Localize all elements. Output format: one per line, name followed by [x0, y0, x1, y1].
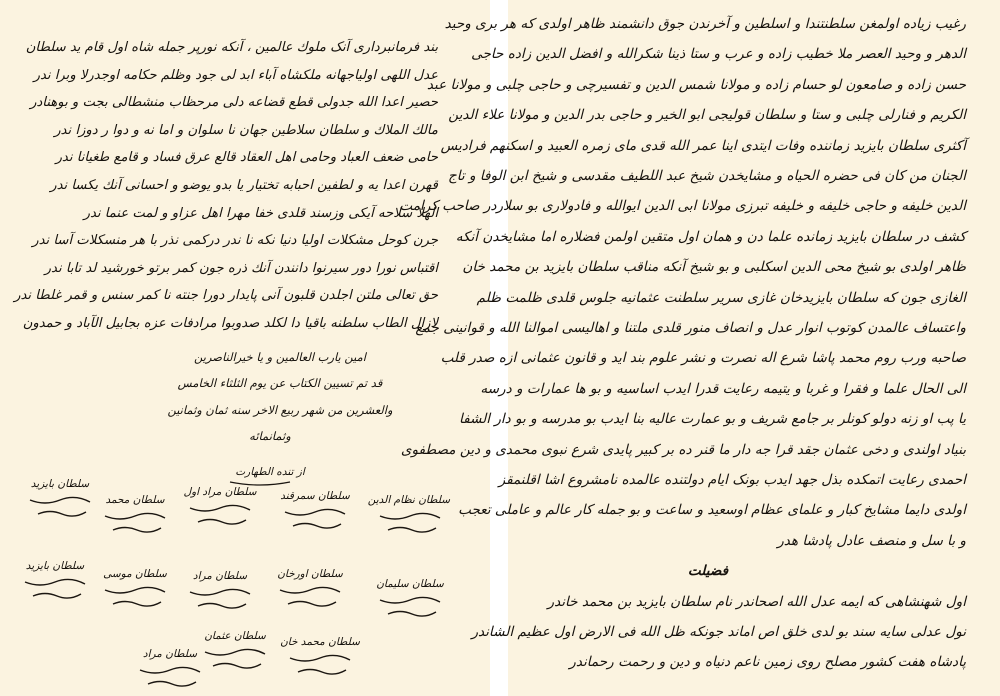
chart-heading-flourish: [230, 482, 290, 485]
chart-node-flourish: [205, 649, 265, 668]
colophon-line: والعشرین من شهر ربیع الاخر سنه ثمان وثمانین: [167, 403, 393, 417]
left-text-line: جرن کوحل مشکلات اولیا دنیا نکه نا ندر درکمی نذر با هر منسکلات آسا ندر: [32, 233, 438, 249]
genealogy-chart-node: سلطان محمد: [105, 494, 165, 506]
left-text-line: حصیر اعدا الله جدولی قطع قضاعه دلی مرحظاب منشطالی بجت و بوهنادر: [30, 95, 438, 111]
left-text-line: اقتباس نورا دور سیرنوا دانندن آنك ذره جون کمر برتو خورشید لد تابا ندر: [44, 260, 438, 276]
right-text-line: اول شهنشاهی که ایمه عدل الله اصحاندر نام سلطان بایزید بن محمد خاندر: [547, 593, 966, 610]
right-text-line: نول عدلی سایه سند بو لدی خلق اص اماند جونکه ظل الله فی الارض اول عظیم الشاندر: [471, 624, 966, 640]
left-text-line: بند فرمانبرداری آنک ملوك عالمين ، آنکه نورپر جمله شاه اول قام ید سلطان: [25, 40, 438, 55]
right-text-line: پادشاه هفت کشور مصلح روی زمین ناعم دنیاه و دین و رحمت رحماندر: [569, 654, 966, 671]
genealogy-chart-node: سلطان محمد خان: [280, 636, 360, 648]
left-text-line: قهرن اعدا یه و لطفین احبابه تختیار یا بدو یوضو و احسانی آنك یکسا ندر: [50, 178, 438, 193]
left-text-line: لازال الطاب سلطنه باقیا دا لکلد صدوبوا مرادفات عزه بجابیل الآباد و حمدون: [22, 316, 438, 331]
chart-node-flourish: [105, 513, 165, 532]
right-text-line: صاحبه ورب روم محمد پاشا شرع اله نصرت و نشر علوم بند اید و قانون عثمانی ازه صدر قلب: [440, 350, 966, 367]
right-text-line: الدهر و وحید العصر ملا خطیب زاده و عرب و ستا ذینا شکرالله و افضل الدین زاده حاجی: [471, 46, 966, 63]
left-text-line: حق تعالی ملتن اجلدن قلبون آنی پایدار دورا جنته نا کمر سنس و قمر غلطا ندر: [14, 288, 438, 304]
right-text-line: الکریم و فنارلی چلبی و ستا و سلطان قولیجی ابو الخیر و حاجی بدر الدین و مولانا علاء الدین: [448, 107, 966, 124]
genealogy-chart-node: سلطان مراد اول: [183, 486, 257, 498]
genealogy-chart-node: سلطان مراد: [192, 570, 248, 582]
left-text-line: حامی ضعف العباد وحامی اهل العقاد قالع عرق فساد و قامع طغیانا ندر: [55, 150, 438, 166]
right-text-line: الدین خلیفه و حاجی خلیفه و خلیفه تبرزی مولانا ابی الدین ایوالله و فادولاری بو سلاردر صاحب کرامت: [399, 198, 966, 215]
right-text-line: الجنان من کان فی حضره الحیاه و مشایخدن شیخ عبد اللطیف مقدسی و شیخ ابن الوفا و تاج: [447, 168, 966, 184]
chart-node-flourish: [285, 509, 345, 528]
genealogy-chart-node: سلطان مراد: [142, 648, 198, 660]
right-text-line: الی الحال علما و فقرا و غربا و یتیمه رعایت قدرا ایدب اساسیه و بو ها عمارات و درسه: [480, 380, 966, 397]
genealogy-chart-node: سلطان نظام الدین: [367, 494, 450, 506]
chart-node-flourish: [380, 597, 440, 616]
genealogy-chart-node: سلطان اورخان: [277, 568, 343, 580]
right-text-line: اولدی دایما مشایخ کبار و علمای عظام اوسعید و ساعت و بو جمله کار عالم و عاملی تعجب: [458, 502, 966, 519]
right-text-line: الغازی جون که سلطان بایزیدخان غازی سریر سلطنت عثمانیه جلوس قلدی ظلمت ظلم: [476, 289, 966, 306]
genealogy-chart-node: سلطان سمرقند: [280, 490, 350, 502]
right-text-line: آکثری سلطان بایزید زماننده وفات ایتدی اینا عمر الله قدی مای زمره العبید و اسکنهم فرادیس: [440, 137, 966, 154]
chart-node-flourish: [190, 505, 250, 524]
chart-node-flourish: [30, 497, 90, 516]
right-page-section-heading: فضیلت: [687, 563, 729, 580]
chart-node-flourish: [190, 589, 250, 608]
genealogy-chart-node: سلطان بایزید: [30, 478, 90, 490]
book-gutter: [490, 0, 508, 696]
genealogy-chart-strokes: [0, 0, 490, 696]
chart-node-flourish: [290, 655, 350, 674]
right-text-line: یا پب او زنه دولو کونلر بر جامع شریف و بو عمارت عالیه بنا ایدب بو مدرسه و بو دار الشفا: [458, 411, 966, 428]
left-text-line: مالك الملاك و سلطان سلاطین جهان نا سلوان و اما نه و دوا ر دوزا ندر: [54, 122, 438, 138]
right-text-line: بنیاد اولندی و دخی عثمان جقد قرا جه دار ما قنر ده بر کبیر پایدی شرع نبوی محمدی و دین مصطفوی: [400, 441, 966, 458]
left-text-line: الهلا سلاحه آیکی وزسند قلدی خفا مهرا اهل عزاو و لمت عنما ندر: [83, 205, 438, 221]
genealogy-chart-heading: از تنده الطهارت: [235, 466, 305, 478]
genealogy-chart-node: سلطان موسی: [103, 568, 167, 580]
colophon-line: وثمانمائه: [249, 429, 291, 443]
right-text-line: کشف در سلطان بایزید زمانده علما دن و همان اول متقین اولمن فضلاره اما مشایخدن آنکه: [455, 228, 966, 245]
genealogy-chart-node: سلطان سلیمان: [376, 578, 444, 590]
chart-node-flourish: [105, 587, 165, 606]
genealogy-chart-node: سلطان عثمان: [204, 630, 266, 642]
chart-node-flourish: [140, 667, 200, 686]
chart-node-flourish: [280, 587, 340, 606]
colophon-line: امین یارب العالمین و یا خیرالناصرین: [194, 350, 366, 364]
right-text-line: احمدی رعایت اتمکده بذل جهد ایدب بونک ایام دولتنده عالمده نامشروع اشا اقلنمقز: [498, 472, 966, 488]
left-manuscript-page: [0, 0, 490, 696]
right-text-line: حسن زاده و صامعون لو حسام زاده و مولانا شمس الدین و تفسیرچی و حاجی چلبی و مولانا عبد: [426, 76, 966, 93]
right-text-line: رغیب زیاده اولمغن سلطنتندا و اسلطین و آخرندن جوق دانشمند ظاهر اولدی که هر بری وحید: [444, 16, 966, 32]
right-text-line: ظاهر اولدی بو شیخ محی الدین اسکلبی و بو شیخ آنکه مناقب سلطان بایزید بن محمد خان: [462, 259, 966, 276]
chart-node-flourish: [380, 513, 440, 532]
right-text-line: واعتساف عالمدن کوتوب انوار عدل و انصاف منور قلدی ملتنا و اهالیسی اموالنا الله و قوانینی جمع: [415, 320, 966, 336]
right-text-line: و با سل و منصف عادل پادشا هدر: [777, 532, 966, 549]
left-text-line: عدل اللهی اولیاجهانه ملکشاه آباء ابد لی جود وظلم حکامه اوجدرلا وبرا ندر: [33, 67, 438, 83]
colophon-line: قد تم تسیین الکتاب عن یوم الثلثاء الخامس: [177, 376, 383, 390]
genealogy-chart-node: سلطان بایزید: [25, 560, 85, 572]
chart-node-flourish: [25, 579, 85, 598]
